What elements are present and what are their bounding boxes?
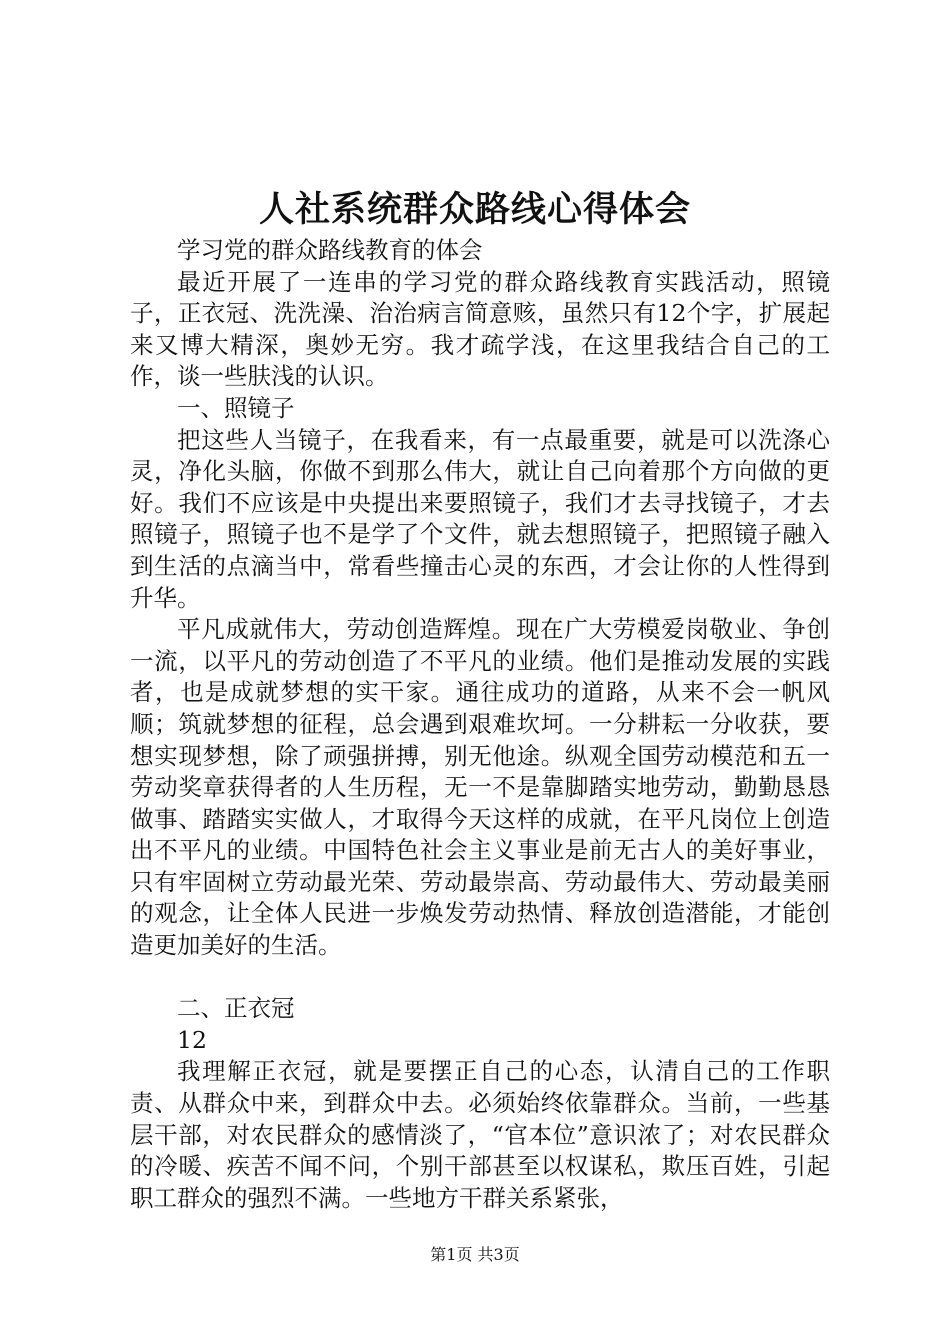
body-paragraph: 最近开展了一连串的学习党的群众路线教育实践活动，照镜子，正衣冠、洗洗澡、治治病言简意赅，虽然只有12个字，扩展起来又博大精深，奥妙无穷。我才疏学浅，在这里我结合自己的工作，谈一些肤浅的认识。 [130, 267, 830, 391]
page-indicator: 第1页 共3页 [430, 1245, 520, 1264]
document-body [130, 235, 830, 1214]
document-title: 人社系统群众路线心得体会 [258, 189, 691, 230]
body-paragraph: 12 [177, 1025, 207, 1054]
body-paragraph: 我理解正衣冠，就是要摆正自己的心态，认清自己的工作职责、从群众中来，到群众中去。必须始终依靠群众。当前，一些基层干部，对农民群众的感情淡了，“官本位”意识浓了；对农民群众的冷暖、疾苦不闻不问，个别干部甚至以权谋私，欺压百姓，引起职工群众的强烈不满。一些地方干群关系紧张， [130, 1057, 830, 1212]
body-paragraph: 平凡成就伟大，劳动创造辉煌。现在广大劳模爱岗敬业、争创一流，以平凡的劳动创造了不平凡的业绩。他们是推动发展的实践者，也是成就梦想的实干家。通往成功的道路，从来不会一帆风顺；筑就梦想的征程，总会遇到艰难坎坷。一分耕耘一分收获，要想实现梦想，除了顽强拼搏，别无他途。纵观全国劳动模范和五一劳动奖章获得者的人生历程，无一不是靠脚踏实地劳动，勤勤恳恳做事、踏踏实实做人，才取得今天这样的成就，在平凡岗位上创造出不平凡的业绩。中国特色社会主义事业是前无古人的美好事业，只有牢固树立劳动最光荣、劳动最崇高、劳动最伟大、劳动最美丽的观念，让全体人民进一步焕发劳动热情、释放创造潜能，才能创造更加美好的生活。 [130, 615, 830, 960]
section-heading: 二、正衣冠 [177, 994, 295, 1023]
section-heading: 一、照镜子 [177, 393, 295, 422]
subtitle-paragraph: 学习党的群众路线教育的体会 [177, 236, 483, 264]
body-paragraph: 把这些人当镜子，在我看来，有一点最重要，就是可以洗涤心灵，净化头脑，你做不到那么伟大，就让自己向着那个方向做的更好。我们不应该是中央提出来要照镜子，我们才去寻找镜子，才去照镜子，照镜子也不是学了个文件，就去想照镜子，把照镜子融入到生活的点滴当中，常看些撞击心灵的东西，才会让你的人性得到升华。 [130, 425, 830, 612]
